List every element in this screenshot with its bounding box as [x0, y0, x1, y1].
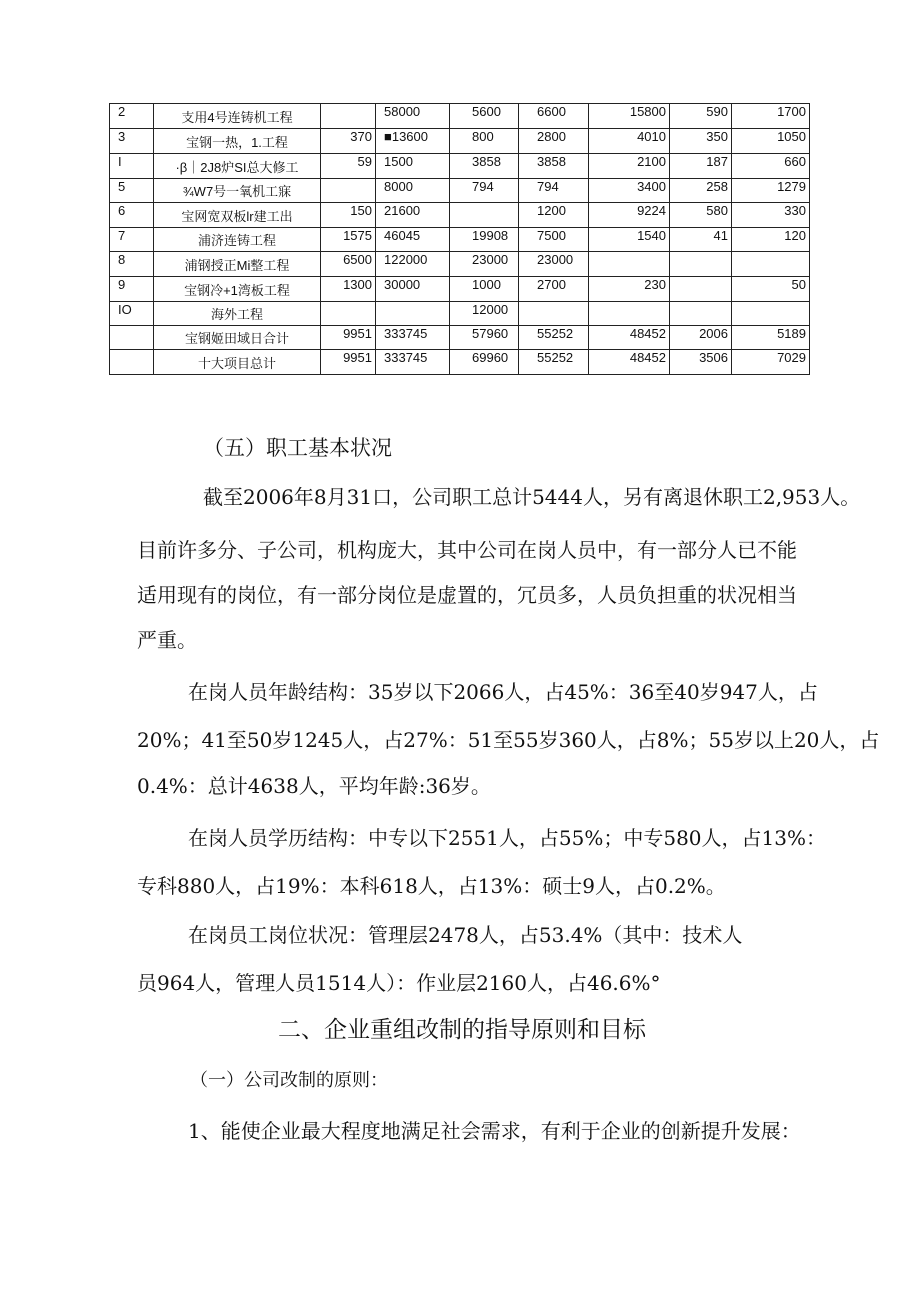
cell-value: 55252 — [519, 326, 589, 350]
cell-value: 9224 — [589, 203, 670, 228]
cell-value: 2800 — [519, 129, 589, 154]
cell-value: 6600 — [519, 104, 589, 129]
table-row — [110, 179, 810, 203]
table-row — [110, 350, 810, 375]
cell-index — [110, 326, 154, 350]
cell-value: 330 — [732, 203, 810, 228]
paragraph-line: 专科880人，占19%：本科618人，占13%：硕士9人，占0.2%。 — [137, 874, 726, 898]
cell-value — [589, 252, 670, 277]
cell-value: 3858 — [450, 154, 519, 179]
cell-value: 660 — [732, 154, 810, 179]
cell-value: 12000 — [450, 302, 519, 326]
cell-value: 1300 — [321, 277, 376, 302]
cell-value: 1540 — [589, 228, 670, 252]
cell-value — [732, 252, 810, 277]
cell-project-name: 海外工程 — [154, 302, 321, 326]
table-body — [110, 104, 810, 375]
cell-value: 5600 — [450, 104, 519, 129]
table-row — [110, 154, 810, 179]
cell-project-name: 浦济连铸工程 — [154, 228, 321, 252]
cell-index: 5 — [110, 179, 154, 203]
cell-value: 46045 — [376, 228, 450, 252]
cell-project-name: 宝钢姬田域日合计 — [154, 326, 321, 350]
cell-index: 3 — [110, 129, 154, 154]
table-row — [110, 252, 810, 277]
cell-value: 1700 — [732, 104, 810, 129]
cell-value: 3858 — [519, 154, 589, 179]
cell-index: 8 — [110, 252, 154, 277]
cell-project-name: 宝钢一热，1.工程 — [154, 129, 321, 154]
cell-value: 50 — [732, 277, 810, 302]
cell-value: 333745 — [376, 350, 450, 375]
cell-value: 57960 — [450, 326, 519, 350]
paragraph-line: 在岗人员学历结构：中专以下2551人，占55%；中专580人，占13%： — [188, 826, 826, 850]
cell-value — [321, 302, 376, 326]
cell-index: 7 — [110, 228, 154, 252]
cell-value: 23000 — [450, 252, 519, 277]
cell-value: 2006 — [670, 326, 732, 350]
cell-value: 122000 — [376, 252, 450, 277]
paragraph-line: 截至2006年8月31口，公司职工总计5444人，另有离退休职工2,953人。 — [203, 485, 861, 509]
section-heading-restructure: 二、企业重组改制的指导原则和目标 — [278, 1016, 646, 1042]
cell-value: 41 — [670, 228, 732, 252]
cell-value: 1200 — [519, 203, 589, 228]
cell-value: 258 — [670, 179, 732, 203]
cell-value: 48452 — [589, 326, 670, 350]
table-row — [110, 129, 810, 154]
cell-value — [589, 302, 670, 326]
cell-value: 21600 — [376, 203, 450, 228]
cell-value: 800 — [450, 129, 519, 154]
paragraph-line: 20%；41至50岁1245人，占27%：51至55岁360人，占8%；55岁以上20人，占 — [137, 728, 880, 752]
cell-value: 590 — [670, 104, 732, 129]
cell-value — [321, 104, 376, 129]
cell-value: 794 — [450, 179, 519, 203]
table-row — [110, 277, 810, 302]
cell-value: 333745 — [376, 326, 450, 350]
cell-project-name: 宝网宽双板lr建工出 — [154, 203, 321, 228]
cell-index: IO — [110, 302, 154, 326]
cell-value — [670, 302, 732, 326]
cell-index — [110, 350, 154, 375]
table-row — [110, 203, 810, 228]
cell-value — [732, 302, 810, 326]
cell-value: 1500 — [376, 154, 450, 179]
cell-project-name: 宝钢冷+1湾板工程 — [154, 277, 321, 302]
cell-value — [376, 302, 450, 326]
paragraph-line: 严重。 — [137, 628, 197, 652]
cell-value: 370 — [321, 129, 376, 154]
cell-value: 3400 — [589, 179, 670, 203]
cell-project-name: 支用4号连铸机工程 — [154, 104, 321, 129]
paragraph-line: 目前许多分、子公司，机构庞大，其中公司在岗人员中，有一部分人已不能 — [137, 538, 797, 562]
cell-value: 9951 — [321, 350, 376, 375]
paragraph-line: 在岗人员年龄结构：35岁以下2066人，占45%：36至40岁947人，占 — [188, 680, 818, 704]
cell-project-name: ·β｜2J8炉SI总大修工 — [154, 154, 321, 179]
cell-value: 6500 — [321, 252, 376, 277]
cell-project-name: 十大项目总计 — [154, 350, 321, 375]
cell-value — [670, 252, 732, 277]
cell-value: 230 — [589, 277, 670, 302]
cell-value: 7029 — [732, 350, 810, 375]
table-row — [110, 228, 810, 252]
cell-index: 6 — [110, 203, 154, 228]
cell-value: 19908 — [450, 228, 519, 252]
cell-value: 580 — [670, 203, 732, 228]
table-row — [110, 302, 810, 326]
cell-value: 2100 — [589, 154, 670, 179]
cell-value: 1050 — [732, 129, 810, 154]
cell-value: 30000 — [376, 277, 450, 302]
principle-item: 1、能使企业最大程度地满足社会需求，有利于企业的创新提升发展： — [188, 1119, 801, 1143]
cell-index: 9 — [110, 277, 154, 302]
cell-value: ■13600 — [376, 129, 450, 154]
cell-value: 4010 — [589, 129, 670, 154]
table-row — [110, 104, 810, 129]
cell-project-name: ¾W7号一氧机工寐 — [154, 179, 321, 203]
subsection-heading: （一）公司改制的原则： — [190, 1070, 388, 1091]
cell-value: 1575 — [321, 228, 376, 252]
cell-value: 23000 — [519, 252, 589, 277]
cell-value: 794 — [519, 179, 589, 203]
cell-value: 2700 — [519, 277, 589, 302]
cell-value — [519, 302, 589, 326]
paragraph-line: 0.4%：总计4638人，平均年龄:36岁。 — [137, 774, 491, 798]
cell-value: 15800 — [589, 104, 670, 129]
cell-value — [670, 277, 732, 302]
cell-value: 7500 — [519, 228, 589, 252]
cell-value: 55252 — [519, 350, 589, 375]
cell-value: 120 — [732, 228, 810, 252]
cell-value: 58000 — [376, 104, 450, 129]
cell-value: 150 — [321, 203, 376, 228]
cell-value: 187 — [670, 154, 732, 179]
paragraph-line: 在岗员工岗位状况：管理层2478人，占53.4%（其中：技术人 — [188, 923, 743, 947]
cell-value — [321, 179, 376, 203]
cell-index: 2 — [110, 104, 154, 129]
section-heading-staff: （五）职工基本状况 — [203, 437, 392, 460]
cell-value: 3506 — [670, 350, 732, 375]
cell-value: 1279 — [732, 179, 810, 203]
cell-value: 48452 — [589, 350, 670, 375]
cell-value: 1000 — [450, 277, 519, 302]
paragraph-line: 适用现有的岗位，有一部分岗位是虚置的，冗员多，人员负担重的状况相当 — [137, 583, 797, 607]
cell-value: 69960 — [450, 350, 519, 375]
cell-value: 59 — [321, 154, 376, 179]
project-investment-table — [109, 103, 810, 375]
cell-value: 8000 — [376, 179, 450, 203]
cell-value: 5189 — [732, 326, 810, 350]
paragraph-line: 员964人，管理人员1514人）：作业层2160人，占46.6%° — [137, 971, 661, 995]
cell-project-name: 浦钢授正Mi整工程 — [154, 252, 321, 277]
table-row — [110, 326, 810, 350]
cell-value — [450, 203, 519, 228]
cell-value: 9951 — [321, 326, 376, 350]
cell-value: 350 — [670, 129, 732, 154]
cell-index: I — [110, 154, 154, 179]
